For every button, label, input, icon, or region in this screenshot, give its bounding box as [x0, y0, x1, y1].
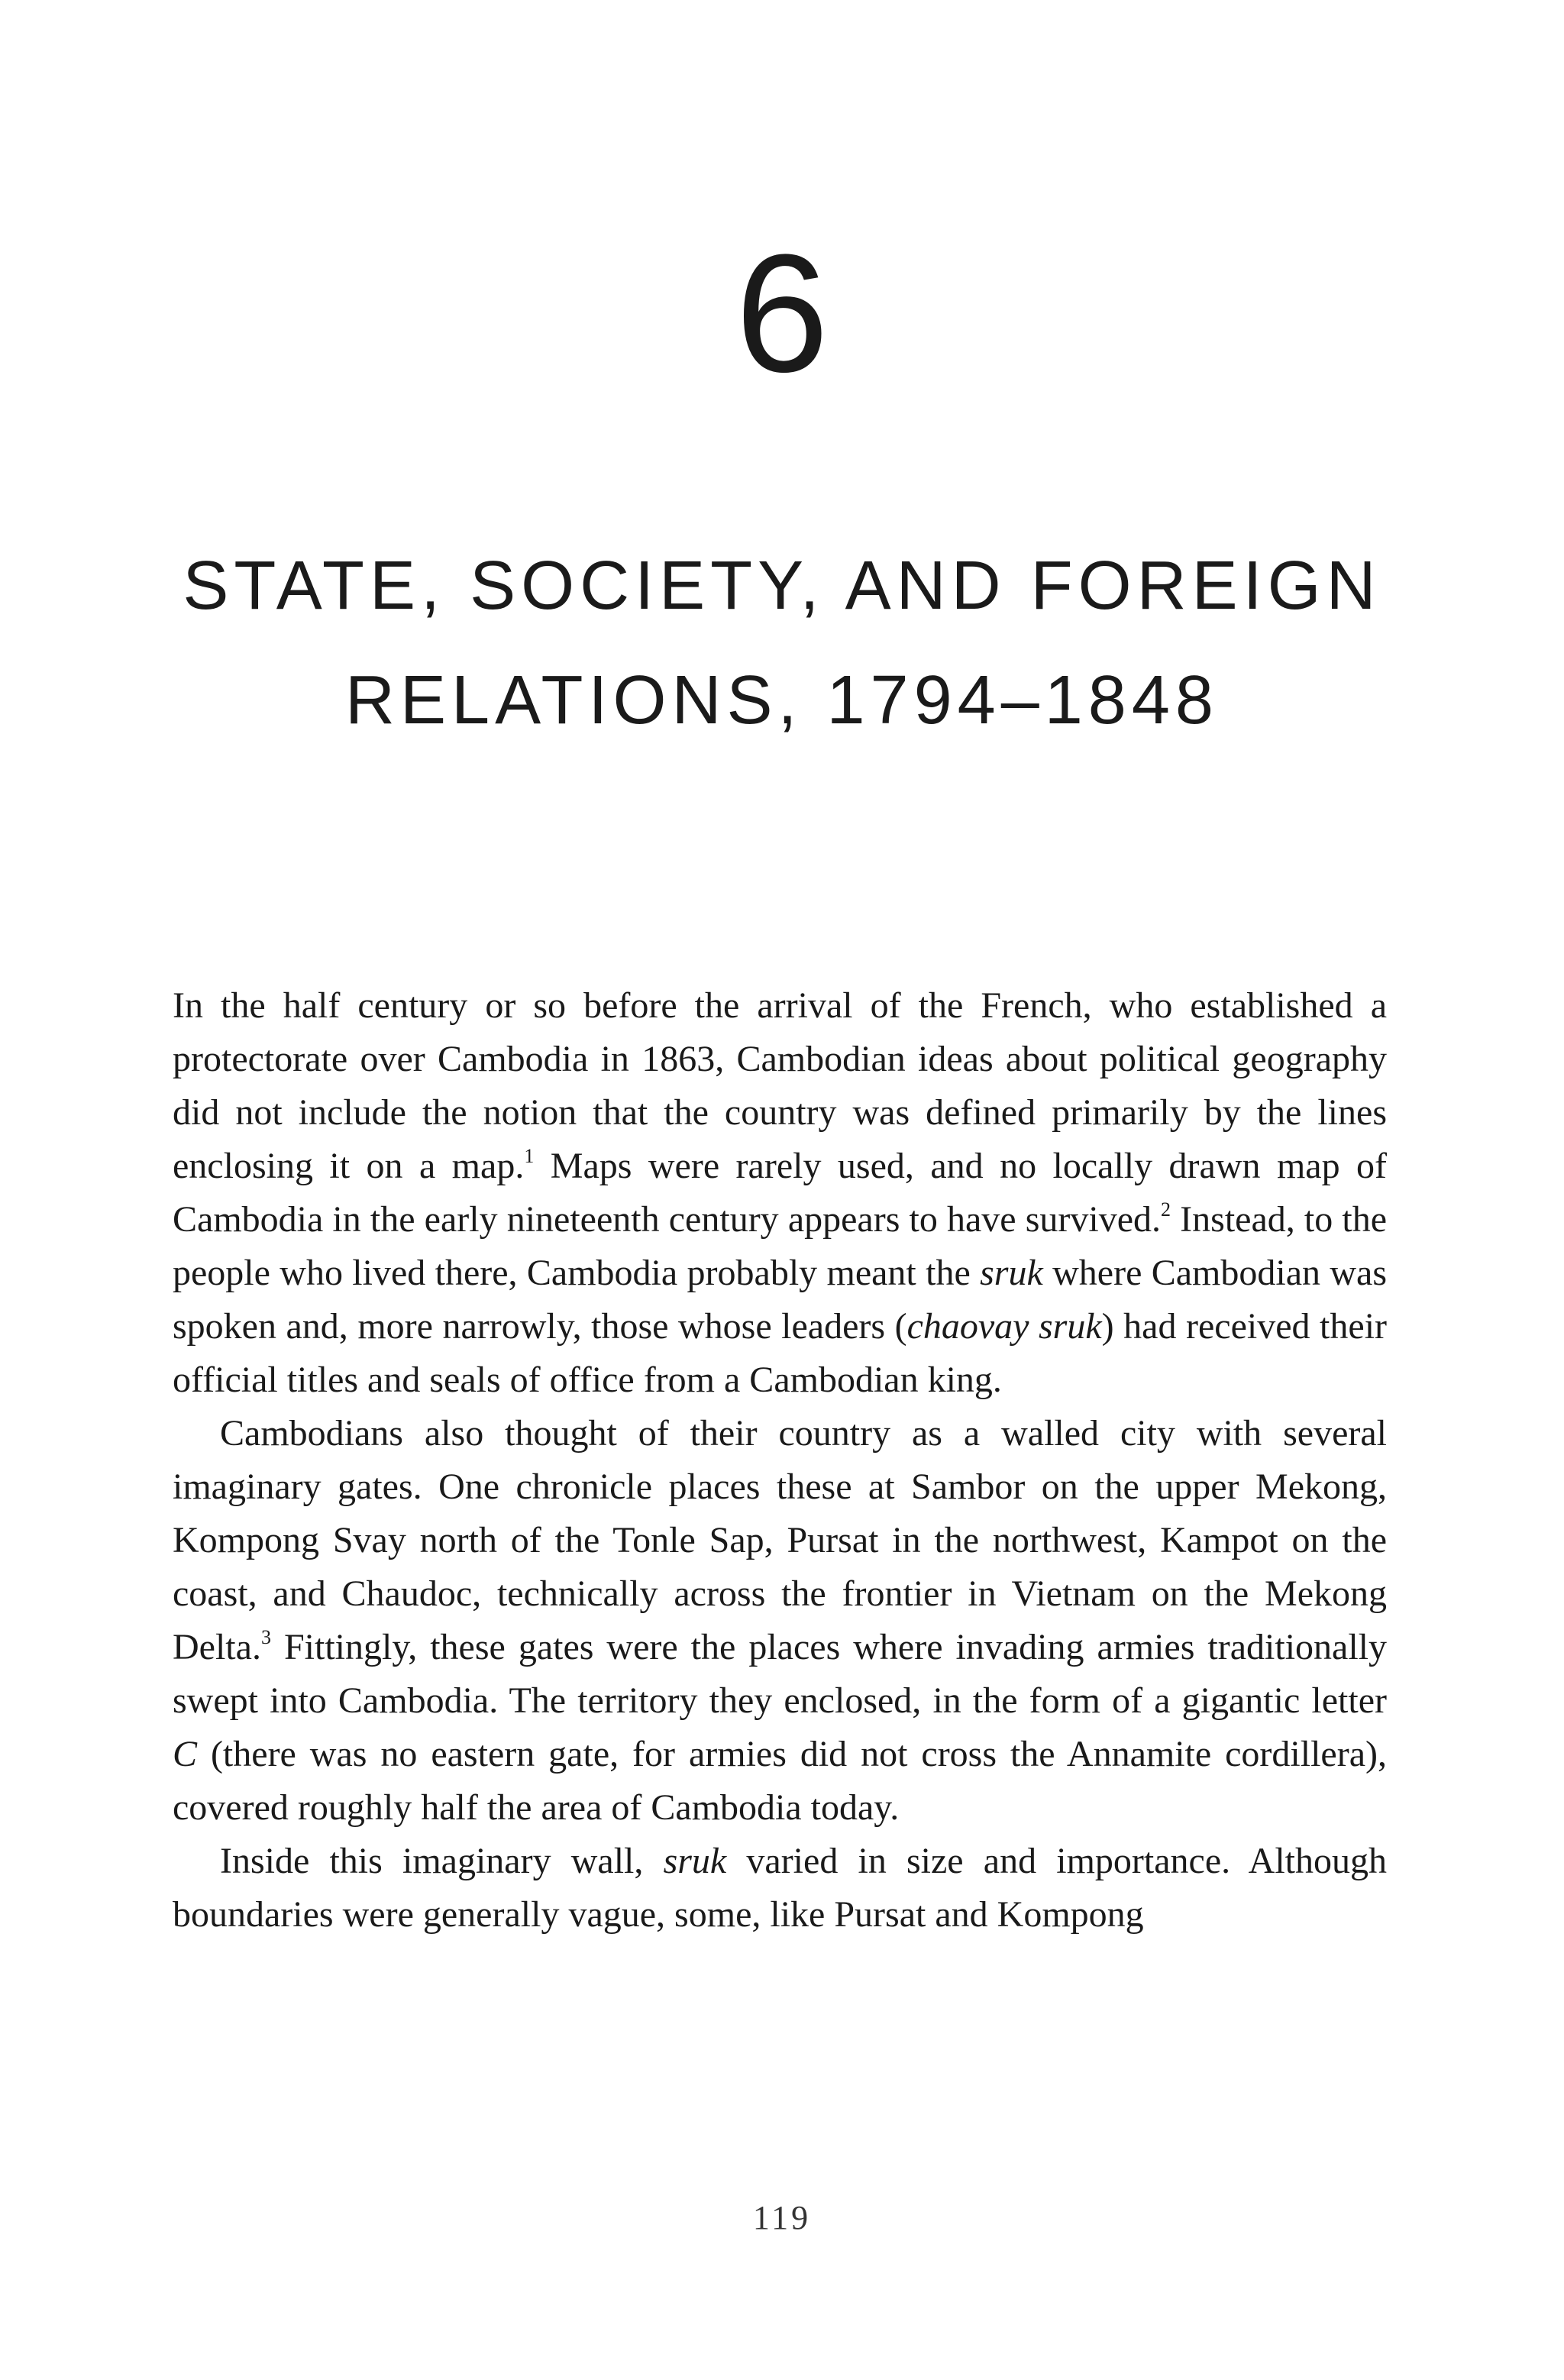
paragraph-text: where Cambodian was spoken and, more narrowly, those whose leaders ( [173, 1253, 1388, 1347]
paragraph-text: varied in size and importance. Although boundaries were generally vague, some, like Pursat and Kompong [173, 1841, 1387, 1935]
italic-term: chaovay sruk [906, 1306, 1102, 1347]
paragraph-text: In the half century or so before the arrival of the French, who established a protectorate over Cambodia in 1863, Cambodian ideas about political geography did not include the notion that the country was defined primarily by the lines enclosing it on a map. [173, 985, 1387, 1186]
paragraph-text: Fittingly, these gates were the places where invading armies traditionally swept into Cambodia. The territory they enclosed, in the form of a gigantic letter [173, 1627, 1387, 1721]
paragraph-text: Inside this imaginary wall, [220, 1841, 664, 1881]
italic-term: sruk [663, 1841, 727, 1881]
paragraph-1 [173, 979, 1387, 1407]
footnote-marker: 3 [260, 1626, 271, 1648]
body-text [173, 979, 1387, 1942]
chapter-title-line-1: STATE, SOCIETY, AND FOREIGN [183, 548, 1381, 625]
footnote-marker: 2 [1161, 1198, 1171, 1221]
footnote-marker: 1 [524, 1145, 535, 1167]
paragraph-text: Instead, to the people who lived there, Cambodia probably meant the [173, 1199, 1387, 1293]
italic-term: C [173, 1734, 198, 1774]
paragraph-text: Maps were rarely used, and no locally drawn map of Cambodia in the early nineteenth century appears to have survived. [173, 1146, 1388, 1240]
paragraph-text: ) had received their official titles and seals of office from a Cambodian king. [173, 1306, 1388, 1400]
italic-term: sruk [980, 1253, 1043, 1293]
chapter-number: 6 [735, 219, 829, 407]
chapter-title [0, 529, 1564, 758]
paragraph-2 [173, 1407, 1387, 1835]
paragraph-3 [173, 1835, 1387, 1942]
page-number: 119 [752, 2199, 812, 2236]
paragraph-text: Cambodians also thought of their country as a walled city with several imaginary gates. One chronicle places these at Sambor on the upper Mekong, Kompong Svay north of the Tonle Sap, Pursat in the northwest, Kampot on the coast, and Chaudoc, technically across the frontier in Vietnam on the Mekong Delta. [173, 1413, 1387, 1667]
chapter-title-line-2: RELATIONS, 1794–1848 [345, 662, 1219, 739]
paragraph-text: (there was no eastern gate, for armies did not cross the Annamite cordillera), covered roughly half the area of Cambodia today. [173, 1734, 1387, 1828]
